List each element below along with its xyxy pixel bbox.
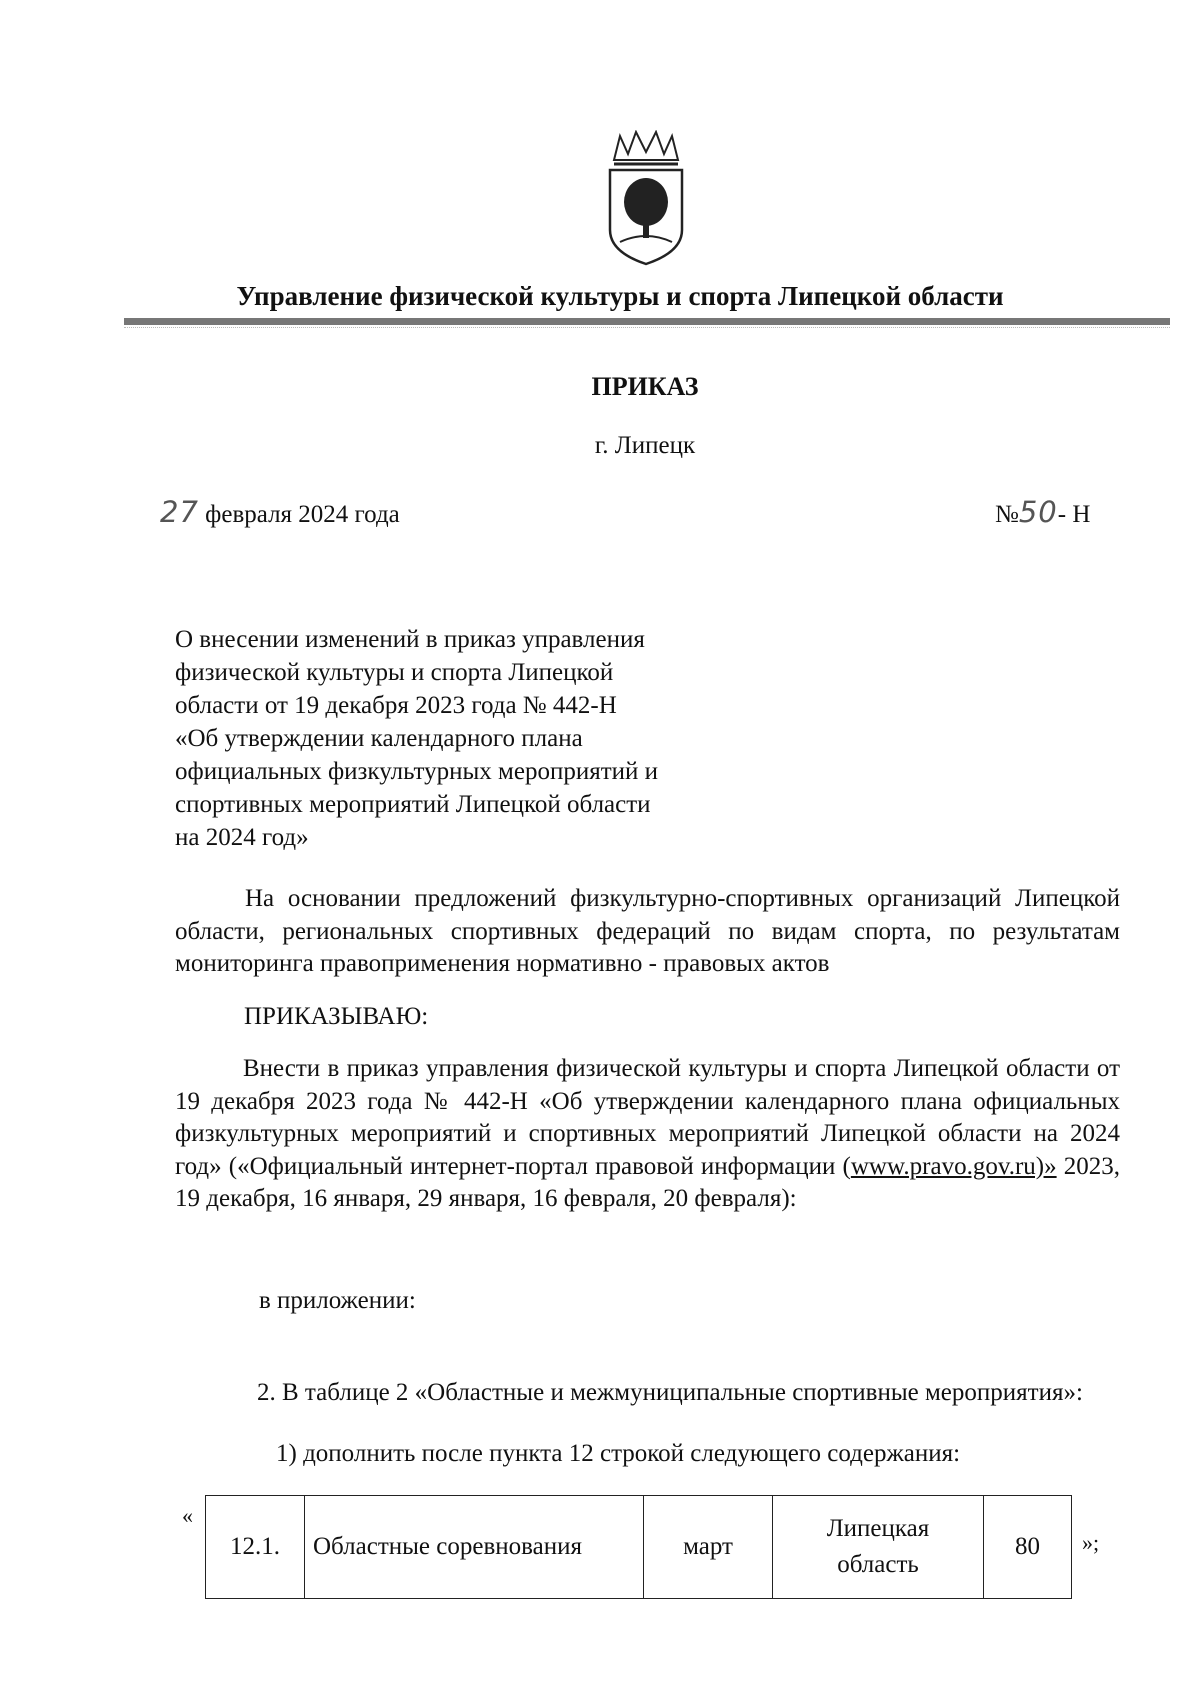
amendment-dates: 2023, 19 декабря, 16 января, 29 января, 16 февраля, 20 февраля):: [175, 1152, 1121, 1212]
subject-line: официальных физкультурных мероприятий и: [175, 758, 659, 785]
cell-month: март: [644, 1496, 773, 1599]
handwritten-day: 27: [160, 495, 199, 529]
header-rule: [124, 318, 1170, 325]
document-subject: [175, 623, 735, 854]
subitem-1: 1) дополнить после пункта 12 строкой следующего содержания:: [276, 1440, 961, 1467]
table-open-quote: «: [182, 1503, 193, 1528]
cell-place: [773, 1496, 984, 1599]
order-word: ПРИКАЗЫВАЮ:: [244, 1003, 429, 1030]
organization-name: Управление физической культуры и спорта Липецкой области: [236, 281, 1004, 311]
subject-line: «Об утверждении календарного плана: [175, 725, 583, 752]
subject-line: на 2024 год»: [175, 824, 309, 851]
handwritten-number: 50: [1018, 495, 1058, 529]
place-line: Липецкая: [826, 1515, 930, 1542]
subject-line: физической культуры и спорта Липецкой: [175, 659, 614, 686]
subject-line: О внесении изменений в приказ управления: [175, 626, 645, 653]
document-title: ПРИКАЗ: [591, 372, 699, 401]
cell-number: 12.1.: [206, 1496, 305, 1599]
subject-line: области от 19 декабря 2023 года № 442-Н: [175, 692, 617, 719]
document-date: [160, 495, 400, 529]
amendment-paragraph: [175, 1053, 1120, 1216]
coat-of-arms-emblem: [606, 130, 686, 270]
place-line: область: [837, 1551, 919, 1578]
city: г. Липецк: [594, 432, 696, 459]
table-row: [206, 1496, 1072, 1599]
table-close-quote: »;: [1082, 1530, 1100, 1555]
date-month-year: февраля 2024 года: [198, 501, 400, 528]
inserted-row-table: [205, 1495, 1072, 1599]
cell-participants: 80: [984, 1496, 1072, 1599]
amendment-text: Внести в приказ управления физической культуры и спорта Липецкой области от 19 декабря 2023 года № 442-Н «Об утверждении календарного плана официальных физкультурных мероприятий и спортивных мероприятий Липецкой области на 2024 год» («Официальный интернет-портал правовой информации (: [175, 1055, 1120, 1180]
basis-paragraph: На основании предложений физкультурно-спортивных организаций Липецкой области, региональных спортивных федераций по видам спорта, по результатам мониторинга правоприменения нормативно - правовых актов: [175, 885, 1120, 977]
number-suffix: - Н: [1057, 501, 1091, 528]
header-rule-dotted: [124, 327, 1170, 329]
subject-line: спортивных мероприятий Липецкой области: [175, 791, 651, 818]
number-sign: №: [995, 501, 1019, 528]
item-2-paragraph: 2. В таблице 2 «Областные и межмуниципальные спортивные мероприятия»:: [257, 1379, 1083, 1406]
in-appendix-text: в приложении:: [259, 1287, 416, 1314]
document-number: [995, 495, 1090, 529]
cell-event-name: Областные соревнования: [305, 1496, 644, 1599]
pravo-link[interactable]: www.pravo.gov.ru)»: [850, 1152, 1057, 1180]
